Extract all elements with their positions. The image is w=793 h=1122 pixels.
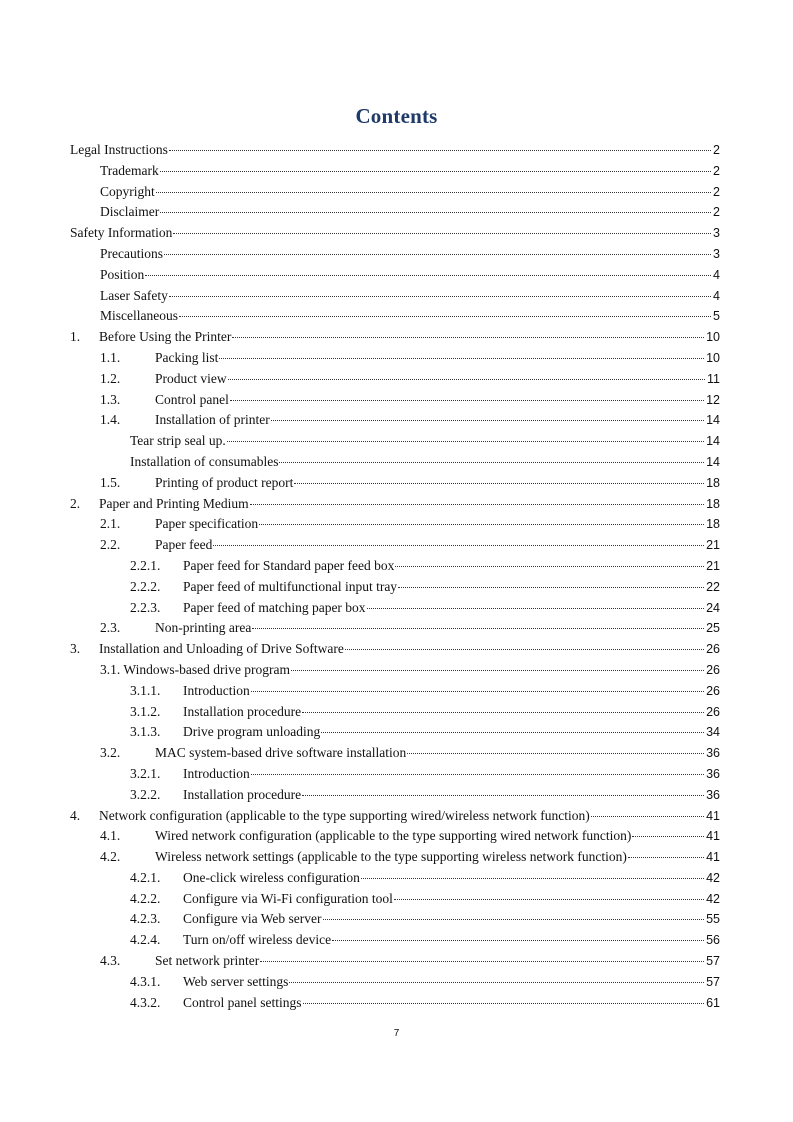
toc-entry[interactable] xyxy=(70,371,720,392)
toc-entry-page: 26 xyxy=(706,662,720,677)
toc-entry-label: Installation of printer xyxy=(155,412,270,428)
toc-entry-label: Packing list xyxy=(155,349,219,365)
toc-entry-number: 1.4. xyxy=(100,412,121,428)
toc-entry-page: 26 xyxy=(706,704,720,719)
toc-entry-label: Wireless network settings (applicable to the type supporting wireless network function) xyxy=(155,849,627,865)
toc-entry-page: 18 xyxy=(706,496,720,511)
table-of-contents xyxy=(70,142,720,1015)
toc-entry[interactable] xyxy=(70,828,720,849)
toc-entry[interactable] xyxy=(70,766,720,787)
toc-entry-page: 5 xyxy=(713,309,720,324)
toc-dot-leader xyxy=(219,358,704,359)
toc-entry-number: 3. xyxy=(70,641,81,657)
toc-entry-label: 3.1. Windows-based drive program xyxy=(100,661,291,677)
toc-entry-number: 2.2. xyxy=(100,537,121,553)
toc-entry-label: Paper feed for Standard paper feed box xyxy=(183,557,395,573)
toc-entry-label: Introduction xyxy=(183,682,250,698)
toc-entry-label: Trademark xyxy=(100,162,159,178)
toc-entry-number: 2.1. xyxy=(100,516,121,532)
toc-entry[interactable] xyxy=(70,433,720,454)
toc-entry-label: Configure via Web server xyxy=(183,911,322,927)
toc-entry-label: Drive program unloading xyxy=(183,724,321,740)
toc-entry-label: Product view xyxy=(155,370,227,386)
toc-dot-leader xyxy=(271,420,704,421)
toc-entry[interactable] xyxy=(70,849,720,870)
toc-dot-leader xyxy=(632,836,704,837)
toc-entry-page: 42 xyxy=(706,891,720,906)
toc-entry[interactable] xyxy=(70,516,720,537)
toc-entry-label: MAC system-based drive software installation xyxy=(155,745,407,761)
toc-entry-page: 4 xyxy=(713,288,720,303)
toc-entry[interactable] xyxy=(70,620,720,641)
toc-entry-page: 61 xyxy=(706,995,720,1010)
toc-dot-leader xyxy=(591,816,704,817)
toc-entry-number: 4.3. xyxy=(100,953,121,969)
toc-dot-leader xyxy=(228,379,705,380)
toc-entry-page: 3 xyxy=(713,226,720,241)
toc-entry-number: 3.2. xyxy=(100,745,121,761)
toc-entry-number: 4.1. xyxy=(100,828,121,844)
toc-entry-page: 22 xyxy=(706,579,720,594)
toc-entry[interactable] xyxy=(70,808,720,829)
toc-dot-leader xyxy=(251,774,704,775)
toc-entry-page: 10 xyxy=(706,350,720,365)
toc-entry-label: Configure via Wi-Fi configuration tool xyxy=(183,890,393,906)
toc-entry-number: 2. xyxy=(70,495,81,511)
toc-entry-number: 3.1.2. xyxy=(130,703,161,719)
toc-entry-label: Installation procedure xyxy=(183,786,302,802)
toc-entry[interactable] xyxy=(70,600,720,621)
toc-dot-leader xyxy=(213,545,704,546)
toc-entry-label: Disclaimer xyxy=(100,204,160,220)
toc-entry[interactable] xyxy=(70,745,720,766)
toc-entry-page: 41 xyxy=(706,808,720,823)
toc-dot-leader xyxy=(279,462,704,463)
toc-entry-page: 56 xyxy=(706,933,720,948)
page-number: 7 xyxy=(393,1028,400,1039)
toc-entry-label: Paper feed of multifunctional input tray xyxy=(183,578,398,594)
toc-entry-page: 14 xyxy=(706,454,720,469)
toc-dot-leader xyxy=(232,337,704,338)
toc-entry-page: 41 xyxy=(706,850,720,865)
toc-entry-label: One-click wireless configuration xyxy=(183,869,360,885)
toc-entry-label: Paper feed of matching paper box xyxy=(183,599,366,615)
toc-dot-leader xyxy=(230,400,704,401)
toc-entry-page: 42 xyxy=(706,870,720,885)
toc-entry-number: 3.2.2. xyxy=(130,786,161,802)
toc-entry-page: 2 xyxy=(713,205,720,220)
toc-dot-leader xyxy=(321,732,704,733)
toc-entry-label: Network configuration (applicable to the type supporting wired/wireless network function) xyxy=(99,807,590,823)
toc-entry-label: Precautions xyxy=(100,245,163,261)
toc-dot-leader xyxy=(145,275,711,276)
toc-entry-page: 36 xyxy=(706,787,720,802)
toc-entry-number: 1.3. xyxy=(100,391,121,407)
toc-dot-leader xyxy=(395,566,704,567)
toc-entry[interactable] xyxy=(70,163,720,184)
toc-dot-leader xyxy=(260,961,704,962)
toc-entry[interactable] xyxy=(70,787,720,808)
toc-entry-label: Web server settings xyxy=(183,973,289,989)
toc-entry-label: Control panel settings xyxy=(183,994,302,1010)
toc-dot-leader xyxy=(345,649,704,650)
toc-entry-page: 36 xyxy=(706,746,720,761)
toc-entry[interactable] xyxy=(70,641,720,662)
toc-entry-number: 4.3.2. xyxy=(130,994,161,1010)
toc-entry-label: Printing of product report xyxy=(155,474,294,490)
toc-entry[interactable] xyxy=(70,204,720,225)
toc-entry-page: 41 xyxy=(706,829,720,844)
toc-entry-number: 2.3. xyxy=(100,620,121,636)
toc-entry[interactable] xyxy=(70,246,720,267)
toc-entry[interactable] xyxy=(70,953,720,974)
toc-entry-page: 4 xyxy=(713,267,720,282)
toc-dot-leader xyxy=(169,150,711,151)
toc-dot-leader xyxy=(628,857,704,858)
toc-dot-leader xyxy=(302,795,704,796)
toc-entry-page: 21 xyxy=(706,558,720,573)
toc-entry-number: 4.2. xyxy=(100,849,121,865)
toc-entry-page: 12 xyxy=(706,392,720,407)
toc-entry-page: 3 xyxy=(713,246,720,261)
toc-entry[interactable] xyxy=(70,911,720,932)
toc-dot-leader xyxy=(294,483,704,484)
toc-entry-label: Paper feed xyxy=(155,537,213,553)
toc-entry-number: 4.2.1. xyxy=(130,869,161,885)
toc-entry[interactable] xyxy=(70,537,720,558)
toc-dot-leader xyxy=(302,712,704,713)
toc-entry-page: 57 xyxy=(706,954,720,969)
toc-entry-label: Laser Safety xyxy=(100,287,168,303)
toc-entry-page: 25 xyxy=(706,621,720,636)
toc-entry-page: 10 xyxy=(706,330,720,345)
toc-entry-label: Set network printer xyxy=(155,953,260,969)
toc-dot-leader xyxy=(179,316,711,317)
toc-dot-leader xyxy=(407,753,704,754)
toc-entry-number: 3.1.3. xyxy=(130,724,161,740)
toc-entry-number: 4.3.1. xyxy=(130,973,161,989)
toc-entry-label: Position xyxy=(100,266,145,282)
toc-entry-page: 11 xyxy=(707,371,720,386)
toc-dot-leader xyxy=(169,296,711,297)
toc-entry[interactable] xyxy=(70,350,720,371)
toc-entry-page: 2 xyxy=(713,143,720,157)
toc-entry-label: Tear strip seal up. xyxy=(130,433,226,449)
toc-entry-page: 26 xyxy=(706,683,720,698)
toc-entry-page: 57 xyxy=(706,974,720,989)
toc-entry-page: 2 xyxy=(713,163,720,178)
toc-entry-number: 2.2.1. xyxy=(130,557,161,573)
toc-entry-page: 18 xyxy=(706,517,720,532)
toc-dot-leader xyxy=(156,192,711,193)
toc-entry-page: 55 xyxy=(706,912,720,927)
toc-entry-label: Copyright xyxy=(100,183,155,199)
toc-entry-label: Turn on/off wireless device xyxy=(183,932,332,948)
toc-entry[interactable] xyxy=(70,558,720,579)
toc-entry-label: Installation and Unloading of Drive Software xyxy=(99,641,344,657)
toc-entry[interactable] xyxy=(70,704,720,725)
toc-entry-number: 4.2.4. xyxy=(130,932,161,948)
toc-entry-page: 2 xyxy=(713,184,720,199)
toc-dot-leader xyxy=(289,982,704,983)
toc-entry-number: 1.2. xyxy=(100,370,121,386)
toc-entry-number: 4.2.2. xyxy=(130,890,161,906)
toc-entry-page: 36 xyxy=(706,766,720,781)
toc-dot-leader xyxy=(367,608,705,609)
toc-entry[interactable] xyxy=(70,225,720,246)
toc-entry[interactable] xyxy=(70,454,720,475)
toc-entry[interactable] xyxy=(70,724,720,745)
toc-entry[interactable] xyxy=(70,683,720,704)
toc-entry-label: Introduction xyxy=(183,765,250,781)
toc-entry-page: 18 xyxy=(706,475,720,490)
toc-entry-number: 2.2.2. xyxy=(130,578,161,594)
toc-dot-leader xyxy=(160,171,711,172)
toc-entry[interactable] xyxy=(70,662,720,683)
toc-entry[interactable] xyxy=(70,974,720,995)
toc-entry[interactable] xyxy=(70,579,720,600)
toc-entry[interactable] xyxy=(70,870,720,891)
toc-entry[interactable] xyxy=(70,288,720,309)
toc-entry-label: Wired network configuration (applicable to the type supporting wired network function) xyxy=(155,828,632,844)
toc-entry-page: 14 xyxy=(706,413,720,428)
toc-entry-page: 14 xyxy=(706,434,720,449)
toc-entry-number: 3.1.1. xyxy=(130,682,161,698)
toc-entry[interactable] xyxy=(70,496,720,517)
toc-entry-page: 34 xyxy=(706,725,720,740)
toc-entry[interactable] xyxy=(70,412,720,433)
toc-entry-number: 1.5. xyxy=(100,474,121,490)
toc-entry-label: Installation of consumables xyxy=(130,453,279,469)
toc-entry[interactable] xyxy=(70,475,720,496)
toc-entry[interactable] xyxy=(70,932,720,953)
toc-entry[interactable] xyxy=(70,329,720,350)
toc-entry-page: 21 xyxy=(706,538,720,553)
toc-entry[interactable] xyxy=(70,184,720,205)
toc-dot-leader xyxy=(173,233,711,234)
toc-entry-label: Miscellaneous xyxy=(100,308,178,324)
toc-entry-number: 1. xyxy=(70,329,81,345)
toc-dot-leader xyxy=(164,254,711,255)
toc-entry-label: Paper specification xyxy=(155,516,259,532)
toc-dot-leader xyxy=(250,504,704,505)
toc-entry-label: Legal Instructions xyxy=(70,142,168,157)
page-title: Contents xyxy=(355,104,438,128)
toc-entry-number: 4.2.3. xyxy=(130,911,161,927)
toc-dot-leader xyxy=(251,691,704,692)
toc-dot-leader xyxy=(252,628,704,629)
toc-dot-leader xyxy=(332,940,704,941)
toc-dot-leader xyxy=(398,587,704,588)
toc-entry-label: Safety Information xyxy=(70,225,173,241)
toc-entry-number: 1.1. xyxy=(100,349,121,365)
toc-entry-label: Before Using the Printer xyxy=(99,329,232,345)
toc-entry[interactable] xyxy=(70,891,720,912)
toc-dot-leader xyxy=(361,878,704,879)
toc-dot-leader xyxy=(259,524,704,525)
toc-entry-number: 4. xyxy=(70,807,81,823)
toc-entry[interactable] xyxy=(70,142,720,163)
toc-dot-leader xyxy=(394,899,704,900)
toc-entry-label: Paper and Printing Medium xyxy=(99,495,249,511)
toc-entry[interactable] xyxy=(70,392,720,413)
toc-entry-number: 3.2.1. xyxy=(130,765,161,781)
toc-dot-leader xyxy=(303,1003,705,1004)
toc-dot-leader xyxy=(291,670,704,671)
toc-dot-leader xyxy=(160,212,711,213)
toc-entry-label: Non-printing area xyxy=(155,620,252,636)
toc-entry[interactable] xyxy=(70,267,720,288)
toc-entry[interactable] xyxy=(70,995,720,1016)
toc-entry-page: 26 xyxy=(706,642,720,657)
toc-entry-label: Installation procedure xyxy=(183,703,302,719)
toc-entry-page: 24 xyxy=(706,600,720,615)
toc-entry-label: Control panel xyxy=(155,391,229,407)
toc-dot-leader xyxy=(323,919,705,920)
toc-entry-number: 2.2.3. xyxy=(130,599,161,615)
toc-dot-leader xyxy=(227,441,704,442)
toc-entry[interactable] xyxy=(70,308,720,329)
